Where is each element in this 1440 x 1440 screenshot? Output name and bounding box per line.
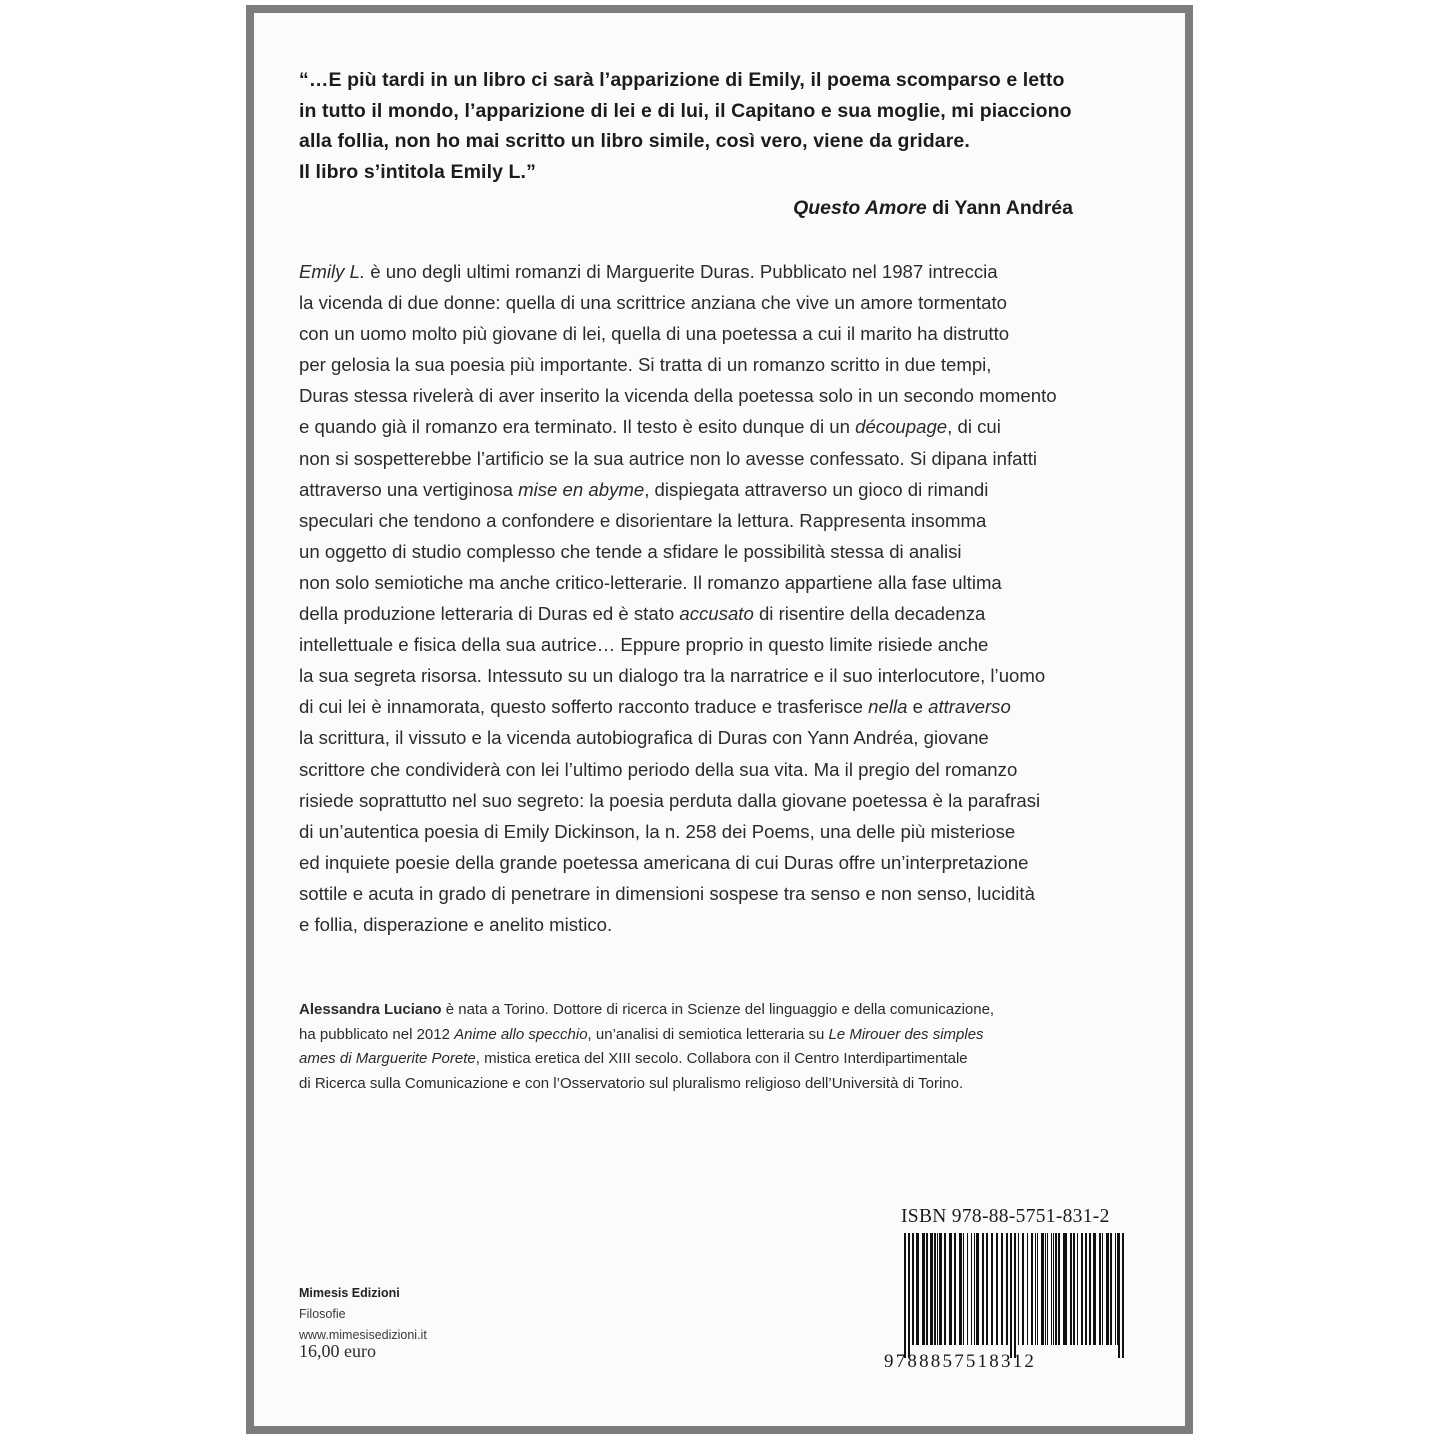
quote-line: “…E più tardi in un libro ci sarà l’apparizione di Emily, il poema scomparso e letto (299, 69, 1065, 91)
description-line (299, 785, 1119, 816)
publisher-series: Filosofie (299, 1307, 346, 1321)
barcode-bar (1115, 1233, 1116, 1345)
text-run: è nata a Torino. Dottore di ricerca in Scienze del linguaggio e della comunicazione, (441, 1001, 995, 1018)
text-run: e (907, 696, 929, 718)
text-run: di risentire della decadenza (753, 603, 986, 625)
barcode-bar (937, 1233, 938, 1345)
text-run: di Ricerca sulla Comunicazione e con l’Osservatorio sul pluralismo religioso dell’Università di Torino. (299, 1074, 964, 1092)
barcode-bar (1006, 1233, 1008, 1345)
barcode-bar (1053, 1233, 1054, 1345)
barcode-digits: 9788857518312 (884, 1351, 1037, 1372)
barcode-bar (916, 1233, 919, 1345)
barcode-bar (934, 1233, 936, 1345)
barcode-guard-bar (1010, 1233, 1012, 1358)
barcode-bar (912, 1233, 914, 1345)
barcode-bar (996, 1233, 998, 1345)
italic-text: mise en abyme (518, 478, 645, 500)
description-line (299, 878, 1119, 909)
attribution-author: di Yann Andréa (932, 197, 1073, 219)
bio-line (299, 998, 1079, 1023)
barcode-guard-bar (908, 1233, 910, 1358)
barcode-bar (986, 1233, 988, 1345)
description-line (299, 443, 1119, 474)
bio-line (299, 1047, 1079, 1072)
text-run: ha pubblicato nel 2012 (299, 1025, 455, 1043)
text-run: per gelosia la sua poesia più importante. Si tratta di un romanzo scritto in due tempi, (299, 354, 992, 376)
barcode-guard-bar (1118, 1233, 1120, 1358)
barcode-bar (1047, 1233, 1048, 1345)
italic-text: nella (868, 696, 908, 718)
barcode-bar (1070, 1233, 1072, 1345)
text-run: attraverso una vertiginosa (299, 478, 519, 500)
barcode-bar (1001, 1233, 1003, 1345)
barcode-bar (1041, 1233, 1044, 1345)
italic-text: découpage (855, 416, 948, 438)
barcode-bar (982, 1233, 984, 1345)
barcode-bar (971, 1233, 972, 1345)
description-line (299, 287, 1119, 318)
author-bio (299, 998, 1079, 1096)
barcode-bar (922, 1233, 925, 1345)
publisher-info (299, 1283, 427, 1346)
barcode-bar (974, 1233, 975, 1345)
text-run: e quando già il romanzo era terminato. Il testo è esito dunque di un (299, 416, 856, 438)
quote-line: Il libro s’intitola Emily L.” (299, 160, 536, 183)
barcode-bar (1077, 1233, 1078, 1345)
description-line (299, 411, 1119, 442)
text-run: non si sospetterebbe l’artificio se la sua autrice non lo avesse confessato. Si dipana infatti (299, 447, 1037, 469)
text-run: ed inquiete poesie della grande poetessa americana di cui Duras offre un’interpretazione (299, 851, 1029, 873)
barcode-bar (967, 1233, 968, 1345)
barcode-bar (963, 1233, 964, 1345)
isbn-label: ISBN 978-88-5751-831-2 (901, 1206, 1110, 1227)
barcode-bar (1031, 1233, 1033, 1345)
description-line (299, 660, 1119, 691)
isbn-barcode (898, 1233, 1128, 1358)
text-run: la sua segreta risorsa. Intessuto su un dialogo tra la narratrice e il suo interlocutore, l’uomo (299, 665, 1046, 687)
text-run: di cui lei è innamorata, questo sofferto racconto traduce e trasferisce (299, 696, 869, 718)
text-run: non solo semiotiche ma anche critico-letterarie. Il romanzo appartiene alla fase ultima (299, 571, 1002, 593)
text-run: della produzione letteraria di Duras ed è stato (299, 603, 680, 625)
text-run: di un’autentica poesia di Emily Dickinson, la n. 258 dei Poems, una delle più misteriose (299, 820, 1016, 842)
book-back-cover (246, 5, 1193, 1434)
italic-text: Anime allo specchio (454, 1025, 588, 1043)
barcode-bar (1089, 1233, 1091, 1345)
barcode-bar (1110, 1233, 1112, 1345)
description-line (299, 754, 1119, 785)
description-line (299, 847, 1119, 878)
barcode-bar (1022, 1233, 1024, 1345)
barcode-bar (1081, 1233, 1083, 1345)
text-run: un oggetto di studio complesso che tende a sfidare le possibilità stessa di analisi (299, 540, 962, 562)
text-run: , dispiegata attraverso un gioco di rimandi (644, 478, 989, 500)
barcode-bar (1018, 1233, 1019, 1345)
text-run: risiede soprattutto nel suo segreto: la poesia perduta dalla giovane poetessa è la parafrasi (299, 789, 1041, 811)
italic-text: attraverso (928, 696, 1011, 718)
italic-text: ames di Marguerite Porete (299, 1050, 476, 1067)
text-run: , mistica eretica del XIII secolo. Collabora con il Centro Interdipartimentale (475, 1050, 968, 1067)
quote-attribution (793, 193, 1073, 223)
text-run: , un’analisi di semiotica letteraria su (587, 1025, 829, 1043)
barcode-bar (1037, 1233, 1038, 1345)
text-run: intellettuale e fisica della sua autrice… Eppure proprio in questo limite risiede anche (299, 634, 989, 656)
description-line (299, 380, 1119, 411)
description-line (299, 691, 1119, 722)
barcode-guard-bar (1014, 1233, 1016, 1358)
price: 16,00 euro (299, 1341, 376, 1361)
barcode-bar (1106, 1233, 1109, 1345)
description-line (299, 567, 1119, 598)
italic-text: accusato (679, 603, 754, 625)
barcode-guard-bar (1122, 1233, 1124, 1358)
publisher-name: Mimesis Edizioni (299, 1286, 400, 1300)
barcode-bar (1102, 1233, 1103, 1345)
quote-line: alla follia, non ho mai scritto un libro simile, così vero, viene da gridare. (299, 130, 970, 152)
text-run: è uno degli ultimi romanzi di Marguerite Duras. Pubblicato nel 1987 intreccia (365, 261, 998, 282)
barcode-bar (1085, 1233, 1087, 1345)
barcode-bar (944, 1233, 946, 1345)
barcode-bar (976, 1233, 979, 1345)
barcode-bar (1093, 1233, 1096, 1345)
description-line (299, 722, 1119, 753)
bold-text: Alessandra Luciano (299, 1001, 442, 1018)
text-run: , di cui (947, 416, 1001, 438)
description-line (299, 474, 1119, 505)
barcode-bar (1099, 1233, 1101, 1345)
description-line (299, 505, 1119, 536)
description-line (299, 536, 1119, 567)
text-run: speculari che tendono a confondere e disorientare la lettura. Rappresenta insomma (299, 509, 987, 531)
epigraph-quote (299, 65, 1079, 187)
italic-text: Emily L. (299, 261, 366, 282)
text-run: Duras stessa rivelerà di aver inserito la vicenda della poetessa solo in un secondo momento (299, 385, 1057, 407)
barcode-bar (1027, 1233, 1028, 1345)
italic-text: Le Mirouer des simples (828, 1025, 984, 1043)
description-line (299, 256, 1119, 287)
barcode-bar (926, 1233, 928, 1345)
book-description (299, 256, 1119, 940)
attribution-title: Questo Amore (793, 197, 927, 219)
barcode-bar (954, 1233, 956, 1345)
description-line (299, 816, 1119, 847)
text-run: scrittore che condividerà con lei l’ultimo periodo della sua vita. Ma il pregio del romanzo (299, 758, 1018, 780)
barcode-bar (959, 1233, 962, 1345)
publisher-website: www.mimesisedizioni.it (299, 1328, 427, 1342)
barcode-bar (930, 1233, 933, 1345)
barcode-bar (1063, 1233, 1067, 1345)
barcode-bar (949, 1233, 952, 1345)
quote-line: in tutto il mondo, l’apparizione di lei e di lui, il Capitano e sua moglie, mi piacciono (299, 99, 1072, 122)
text-run: la vicenda di due donne: quella di una scrittrice anziana che vive un amore tormentato (299, 292, 1008, 314)
barcode-bar (1055, 1233, 1057, 1345)
barcode-bar (991, 1233, 993, 1345)
barcode-bar (1073, 1233, 1075, 1345)
barcode-bar (1051, 1233, 1052, 1345)
text-run: con un uomo molto più giovane di lei, quella di una poetessa a cui il marito ha distrutto (299, 323, 1010, 345)
description-line (299, 909, 1119, 940)
description-line (299, 349, 1119, 380)
barcode-bar (1045, 1233, 1046, 1345)
text-run: la scrittura, il vissuto e la vicenda autobiografica di Duras con Yann Andréa, giovane (299, 727, 989, 749)
bio-line (299, 1072, 1079, 1097)
text-run: sottile e acuta in grado di penetrare in dimensioni sospese tra senso e non senso, lucidità (299, 882, 1035, 904)
description-line (299, 598, 1119, 629)
barcode-bar (1058, 1233, 1060, 1345)
text-run: e follia, disperazione e anelito mistico. (299, 913, 613, 935)
barcode-bar (1035, 1233, 1036, 1345)
barcode-bar (939, 1233, 942, 1345)
bio-line (299, 1023, 1079, 1048)
barcode-guard-bar (904, 1233, 906, 1358)
description-line (299, 629, 1119, 660)
description-line (299, 318, 1119, 349)
